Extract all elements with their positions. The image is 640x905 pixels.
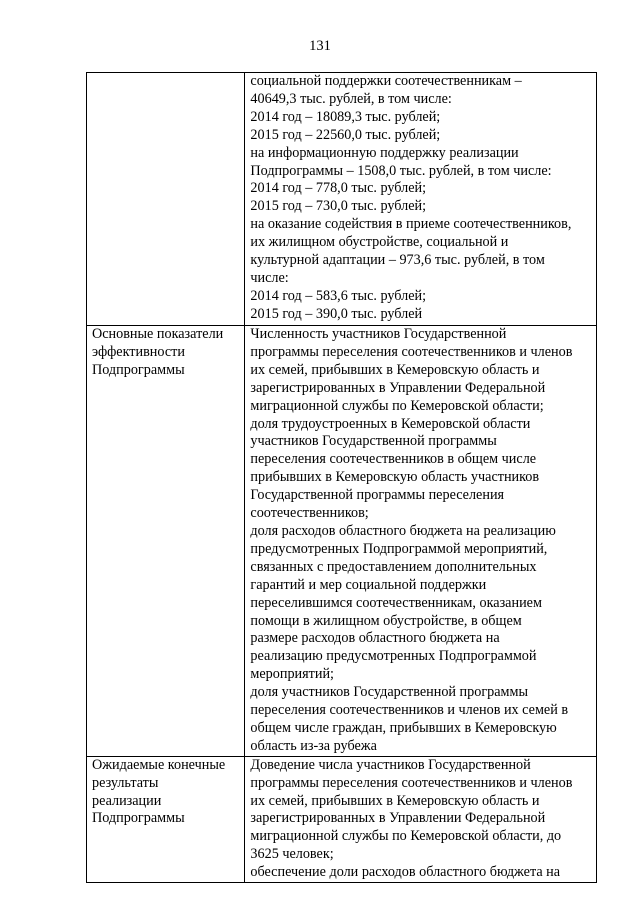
value-text-line: числе:: [250, 269, 289, 286]
value-text-line: 2015 год – 730,0 тыс. рублей;: [250, 198, 427, 215]
row-label-cell: [87, 756, 245, 882]
value-text-line: зарегистрированных в Управлении Федеральной: [250, 379, 546, 396]
row-label-cell: [87, 326, 245, 757]
value-text-line: их семей, прибывших в Кемеровскую область и: [250, 792, 540, 809]
value-text-line: 2015 год – 22560,0 тыс. рублей;: [250, 126, 441, 143]
page-number: 131: [309, 38, 331, 54]
value-text-line: доля расходов областного бюджета на реализацию: [250, 522, 556, 539]
value-text-line: их жилищном обустройстве, социальной и: [250, 234, 509, 251]
value-text-line: переселения соотечественников в общем числе: [250, 451, 537, 468]
value-text-line: их семей, прибывших в Кемеровскую область и: [250, 361, 540, 378]
value-text-line: 2014 год – 778,0 тыс. рублей;: [250, 180, 427, 197]
value-text-line: предусмотренных Подпрограммой мероприятий,: [250, 540, 548, 557]
value-text-line: связанных с предоставлением дополнительных: [250, 558, 537, 575]
value-text-line: гарантий и мер социальной поддержки: [250, 576, 487, 593]
value-text-line: 40649,3 тыс. рублей, в том числе:: [250, 90, 452, 107]
label-text-line: Ожидаемые конечные: [92, 756, 226, 773]
label-text-line: эффективности: [92, 343, 185, 360]
value-text-line: на оказание содействия в приеме соотечественников,: [250, 216, 572, 233]
value-text-line: 2015 год – 390,0 тыс. рублей: [250, 305, 423, 322]
table-row-performance-indicators: [87, 326, 597, 757]
value-text-line: зарегистрированных в Управлении Федеральной: [250, 810, 546, 827]
value-text-line: 2014 год – 583,6 тыс. рублей;: [250, 287, 427, 304]
value-text-line: общем числе граждан, прибывших в Кемеровскую: [250, 719, 557, 736]
value-text-line: прибывших в Кемеровскую область участников: [250, 469, 540, 486]
table-row-expected-results: [87, 756, 597, 882]
subprogram-passport-table: [86, 72, 597, 883]
row-value-cell: [245, 326, 597, 757]
value-text-line: Подпрограммы – 1508,0 тыс. рублей, в том числе:: [250, 162, 552, 179]
value-text-line: программы переселения соотечественников и членов: [250, 343, 573, 360]
value-text-line: соотечественников;: [250, 505, 369, 522]
label-text-line: Подпрограммы: [92, 361, 185, 378]
value-text-line: обеспечение доли расходов областного бюджета на: [250, 864, 561, 881]
value-text-line: культурной адаптации – 973,6 тыс. рублей, в том: [250, 252, 545, 269]
value-text-line: доля участников Государственной программы: [250, 684, 529, 701]
value-text-line: программы переселения соотечественников и членов: [250, 774, 573, 791]
label-text-line: реализации: [92, 792, 162, 809]
value-text-line: участников Государственной программы: [250, 433, 497, 450]
value-text-line: Государственной программы переселения: [250, 487, 505, 504]
value-text-line: переселившимся соотечественникам, оказанием: [250, 594, 542, 611]
label-text-line: результаты: [92, 774, 159, 791]
value-text-line: 2014 год – 18089,3 тыс. рублей;: [250, 108, 441, 125]
value-text-line: социальной поддержки соотечественникам –: [250, 73, 522, 89]
value-text-line: на информационную поддержку реализации: [250, 144, 519, 161]
label-text-line: Подпрограммы: [92, 810, 185, 827]
value-text-line: размере расходов областного бюджета на: [250, 630, 500, 647]
value-text-line: реализацию предусмотренных Подпрограммой: [250, 648, 537, 665]
label-text-line: Основные показатели: [92, 326, 224, 342]
value-text-line: помощи в жилищном обустройстве, в общем: [250, 612, 522, 629]
row-value-cell: [245, 756, 597, 882]
value-text-line: Численность участников Государственной: [250, 326, 507, 342]
value-text-line: переселения соотечественников и членов их семей в: [250, 702, 569, 719]
value-text-line: 3625 человек;: [250, 846, 334, 863]
value-text-line: мероприятий;: [250, 666, 335, 683]
value-text-line: доля трудоустроенных в Кемеровской области: [250, 415, 531, 432]
table-row-funding: [87, 73, 597, 326]
row-value-cell: [245, 73, 597, 326]
row-label-cell: [87, 73, 245, 326]
value-text-line: Доведение числа участников Государственной: [250, 756, 531, 773]
value-text-line: миграционной службы по Кемеровской области;: [250, 397, 544, 414]
value-text-line: область из-за рубежа: [250, 737, 377, 754]
value-text-line: миграционной службы по Кемеровской области, до: [250, 828, 562, 845]
